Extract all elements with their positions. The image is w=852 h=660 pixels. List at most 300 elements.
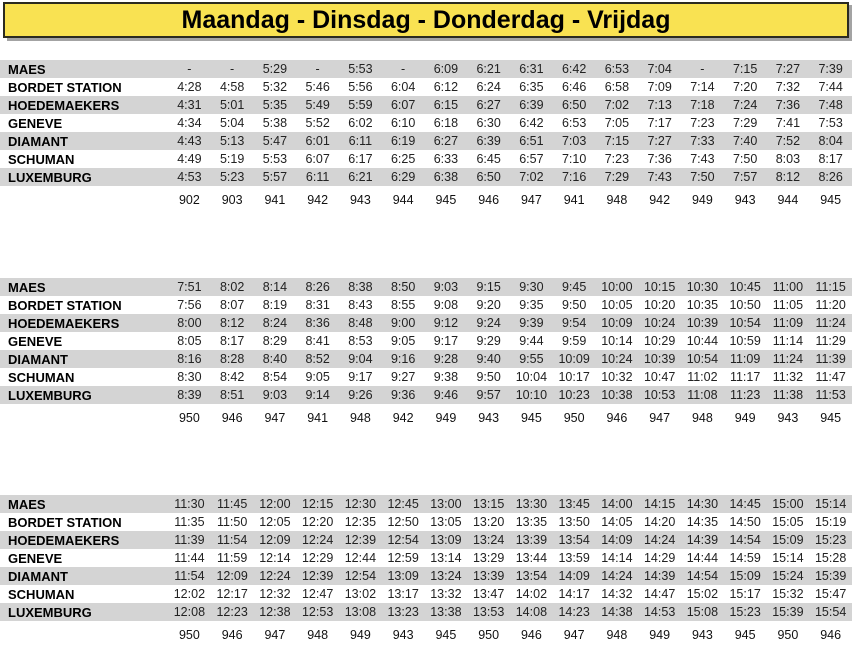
departure-time: 6:02 [348,116,373,130]
departure-time: 6:39 [519,98,544,112]
departure-time: 7:04 [647,62,672,76]
departure-time: 12:35 [344,515,377,529]
departure-time: 15:09 [729,569,761,583]
departure-time: 15:08 [686,605,719,619]
trip-number: 949 [649,628,671,642]
timetable-row [0,60,852,78]
departure-time: 9:17 [433,334,459,348]
departure-time: 6:21 [476,62,501,76]
departure-time: 15:17 [729,587,761,601]
departure-time: 15:32 [772,587,804,601]
trip-number: 947 [264,628,286,642]
departure-time: 12:45 [387,497,419,511]
departure-time: 9:14 [305,388,330,402]
departure-time: 14:05 [601,515,633,529]
departure-time: 8:43 [348,298,373,312]
departure-time: 12:50 [387,515,419,529]
departure-time: 12:47 [301,587,334,601]
departure-time: 11:02 [687,370,718,384]
departure-time: 14:38 [601,605,633,619]
trip-number: 945 [520,411,542,425]
departure-time: 9:16 [390,352,416,366]
departure-time: 8:42 [219,370,245,384]
departure-time: 6:09 [433,62,459,76]
departure-time: 14:23 [558,605,590,619]
departure-time: 6:11 [348,134,373,148]
departure-time: 4:28 [177,80,202,94]
trip-number: 950 [178,628,200,642]
departure-time: 9:39 [519,316,544,330]
station-name: GENEVE [8,333,63,349]
departure-time: 7:36 [775,98,801,112]
departure-time: 9:38 [433,370,459,384]
departure-time: 15:23 [814,533,847,547]
departure-time: 11:59 [216,551,248,565]
departure-time: 11:23 [729,388,761,402]
departure-time: 7:50 [690,170,715,184]
trip-number: 947 [264,411,286,425]
departure-time: 5:13 [219,134,245,148]
departure-time: 6:57 [519,152,544,166]
departure-time: 5:47 [262,134,288,148]
departure-time: 12:32 [259,587,291,601]
departure-time: 14:39 [686,533,719,547]
departure-time: 11:35 [174,515,205,529]
departure-time: 14:54 [729,533,761,547]
departure-time: 6:12 [433,80,459,94]
departure-time: 10:54 [686,352,719,366]
departure-time: 8:36 [305,316,330,330]
trip-number: 947 [520,193,542,207]
departure-time: 12:17 [216,587,248,601]
departure-time: 10:53 [643,388,676,402]
departure-time: 6:25 [390,152,416,166]
timetable-row [0,531,852,549]
departure-time: 9:46 [433,388,459,402]
departure-time: 4:31 [177,98,202,112]
departure-time: 7:51 [177,280,202,294]
departure-time: 9:12 [433,316,459,330]
departure-time: 14:54 [686,569,719,583]
trip-number: 946 [221,628,243,642]
timetable-row [0,368,852,386]
departure-time: 14:53 [643,605,676,619]
station-name: GENEVE [8,550,63,566]
departure-time: 6:27 [476,98,501,112]
departure-time: 14:45 [729,497,761,511]
trip-number: 947 [563,628,585,642]
departure-time: 7:27 [647,134,672,148]
trip-number: 950 [478,628,500,642]
departure-time: 12:39 [344,533,377,547]
timetable-row [0,603,852,621]
trip-number: 946 [820,628,842,642]
departure-time: 9:40 [476,352,501,366]
departure-time: 13:20 [472,515,505,529]
departure-time: 11:00 [772,280,804,294]
departure-time: 7:23 [690,116,715,130]
station-name: BORDET STATION [8,514,122,530]
departure-time: 8:29 [262,334,288,348]
departure-time: 13:17 [387,587,419,601]
trip-number: 950 [563,411,585,425]
departure-time: 7:50 [732,152,758,166]
departure-time: 5:29 [262,62,288,76]
departure-time: 8:16 [177,352,202,366]
timetable-row [0,513,852,531]
departure-time: 10:09 [558,352,590,366]
station-name: BORDET STATION [8,297,122,313]
departure-time: 7:05 [604,116,630,130]
departure-time: 8:40 [262,352,288,366]
departure-time: 9:05 [305,370,330,384]
departure-time: 12:59 [387,551,419,565]
departure-time: 5:57 [262,170,288,184]
departure-time: 6:58 [604,80,630,94]
departure-time: 6:53 [561,116,587,130]
departure-time: 11:38 [772,388,804,402]
departure-time: 15:28 [814,551,847,565]
departure-time: 11:24 [815,316,846,330]
departure-time: - [401,62,406,76]
departure-time: 10:24 [601,352,633,366]
departure-time: 11:39 [174,533,205,547]
departure-time: 8:51 [219,388,245,402]
departure-time: 15:47 [814,587,847,601]
departure-time: 7:33 [690,134,715,148]
departure-time: 12:15 [301,497,334,511]
departure-time: 9:54 [561,316,587,330]
departure-time: 14:35 [686,515,719,529]
departure-time: 15:19 [814,515,847,529]
departure-time: 11:53 [815,388,846,402]
departure-time: 7:02 [519,170,544,184]
departure-time: 10:05 [601,298,633,312]
departure-time: 10:50 [729,298,761,312]
departure-time: 11:30 [174,497,205,511]
departure-time: 7:17 [647,116,672,130]
timetable-row [0,314,852,332]
departure-time: 12:00 [259,497,291,511]
station-name: HOEDEMAEKERS [8,97,120,113]
departure-time: 10:14 [601,334,633,348]
timetable-row [0,78,852,96]
departure-time: 12:53 [301,605,334,619]
departure-time: 8:14 [262,280,288,294]
departure-time: 9:29 [476,334,501,348]
departure-time: 7:18 [690,98,715,112]
departure-time: 6:53 [604,62,630,76]
departure-time: 12:02 [173,587,206,601]
schedule-days-title: Maandag - Dinsdag - Donderdag - Vrijdag [181,5,671,34]
departure-time: 11:29 [815,334,846,348]
departure-time: 12:24 [301,533,334,547]
departure-time: 10:23 [558,388,590,402]
departure-time: 11:54 [174,569,205,583]
departure-time: 8:12 [219,316,245,330]
departure-time: 14:24 [601,569,633,583]
departure-time: 8:26 [305,280,330,294]
departure-time: 12:05 [259,515,291,529]
departure-time: 13:50 [558,515,590,529]
departure-time: 8:31 [305,298,330,312]
departure-time: 9:15 [476,280,501,294]
departure-time: 8:04 [818,134,843,148]
departure-time: 15:05 [772,515,804,529]
departure-time: 5:46 [305,80,330,94]
departure-time: 4:34 [177,116,202,130]
departure-time: 5:59 [348,98,373,112]
departure-time: - [315,62,320,76]
departure-time: 7:44 [818,80,843,94]
trip-number: 946 [606,411,628,425]
departure-time: 12:24 [259,569,291,583]
departure-time: 6:35 [519,80,544,94]
station-name: LUXEMBURG [8,387,92,403]
departure-time: 7:40 [732,134,758,148]
departure-time: 13:59 [558,551,590,565]
departure-time: 4:58 [219,80,245,94]
timetable-row [0,495,852,513]
departure-time: 8:52 [305,352,330,366]
trip-number: 948 [349,411,371,425]
departure-time: 10:44 [686,334,719,348]
departure-time: 7:20 [732,80,758,94]
departure-time: 6:07 [305,152,330,166]
timetable-row [0,114,852,132]
trip-number: 948 [606,193,628,207]
station-name: GENEVE [8,115,63,131]
departure-time: 6:10 [390,116,416,130]
departure-time: 15:02 [686,587,719,601]
timetable-row [0,168,852,186]
departure-time: 6:19 [390,134,416,148]
trip-number-row [0,192,852,208]
departure-time: 8:17 [818,152,843,166]
departure-time: 9:27 [390,370,416,384]
departure-time: 7:13 [647,98,672,112]
departure-time: 10:30 [686,280,719,294]
trip-number: 946 [520,628,542,642]
departure-time: 5:38 [262,116,288,130]
departure-time: 8:28 [219,352,245,366]
departure-time: 13:30 [515,497,548,511]
trip-number: 943 [349,193,371,207]
departure-time: 6:31 [519,62,544,76]
departure-time: 10:45 [729,280,761,294]
departure-time: 14:30 [686,497,719,511]
departure-time: 9:55 [519,352,544,366]
departure-time: 6:39 [476,134,501,148]
departure-time: 10:20 [643,298,676,312]
departure-time: 6:04 [390,80,416,94]
departure-time: 13:44 [515,551,548,565]
departure-time: 8:12 [775,170,801,184]
departure-time: - [700,62,705,76]
departure-time: - [230,62,235,76]
departure-time: 11:09 [729,352,761,366]
departure-time: 15:23 [729,605,761,619]
departure-time: 10:38 [601,388,633,402]
departure-time: 13:47 [472,587,505,601]
departure-time: 12:14 [259,551,291,565]
departure-time: 6:24 [476,80,501,94]
trip-number: 943 [392,628,414,642]
departure-time: 5:19 [219,152,245,166]
departure-time: 12:29 [301,551,334,565]
departure-time: 8:00 [177,316,202,330]
departure-time: 13:15 [472,497,505,511]
departure-time: 15:14 [772,551,804,565]
departure-time: 14:02 [515,587,548,601]
departure-time: 9:44 [519,334,544,348]
departure-time: 13:29 [472,551,505,565]
departure-time: 13:54 [515,569,548,583]
departure-time: 9:24 [476,316,501,330]
departure-time: 5:35 [262,98,288,112]
departure-time: 13:38 [430,605,462,619]
trip-number: 945 [435,628,457,642]
departure-time: - [187,62,192,76]
departure-time: 11:20 [815,298,846,312]
departure-time: 6:42 [519,116,544,130]
departure-time: 10:35 [686,298,719,312]
timetable-row [0,549,852,567]
departure-time: 6:42 [561,62,587,76]
departure-time: 8:48 [348,316,373,330]
departure-time: 14:50 [729,515,761,529]
departure-time: 5:32 [262,80,288,94]
departure-time: 8:54 [262,370,288,384]
trip-number: 946 [478,193,500,207]
departure-time: 7:27 [775,62,801,76]
departure-time: 11:24 [772,352,804,366]
timetable-block-afternoon [0,495,852,643]
departure-time: 11:15 [815,280,846,294]
departure-time: 9:36 [390,388,416,402]
departure-time: 5:01 [219,98,245,112]
trip-number: 944 [777,193,799,207]
departure-time: 12:44 [344,551,377,565]
departure-time: 10:15 [643,280,676,294]
trip-number-row [0,410,852,426]
departure-time: 10:04 [515,370,548,384]
trip-number: 947 [649,411,671,425]
departure-time: 13:53 [472,605,505,619]
departure-time: 12:30 [344,497,377,511]
departure-time: 9:26 [348,388,373,402]
timetable-row [0,585,852,603]
departure-time: 7:57 [732,170,758,184]
departure-time: 15:14 [814,497,847,511]
departure-time: 14:29 [643,551,676,565]
departure-time: 11:45 [216,497,248,511]
departure-time: 15:39 [772,605,804,619]
station-name: LUXEMBURG [8,169,92,185]
departure-time: 7:48 [818,98,843,112]
departure-time: 9:20 [476,298,501,312]
departure-time: 10:32 [601,370,633,384]
departure-time: 13:24 [430,569,462,583]
departure-time: 9:35 [519,298,544,312]
departure-time: 13:45 [558,497,590,511]
departure-time: 9:50 [561,298,587,312]
departure-time: 12:39 [301,569,334,583]
departure-time: 10:24 [643,316,676,330]
departure-time: 13:54 [558,533,590,547]
departure-time: 6:21 [348,170,373,184]
departure-time: 9:17 [348,370,373,384]
departure-time: 11:14 [772,334,804,348]
timetable-row [0,150,852,168]
departure-time: 5:56 [348,80,373,94]
trip-number-row [0,627,852,643]
departure-time: 11:09 [772,316,804,330]
departure-time: 7:41 [775,116,801,130]
departure-time: 8:19 [262,298,288,312]
trip-number: 942 [392,411,414,425]
departure-time: 10:17 [558,370,590,384]
departure-time: 11:54 [216,533,248,547]
departure-time: 7:15 [732,62,758,76]
departure-time: 10:59 [729,334,761,348]
trip-number: 944 [392,193,414,207]
departure-time: 5:04 [219,116,245,130]
trip-number: 948 [606,628,628,642]
departure-time: 10:29 [643,334,676,348]
departure-time: 9:28 [433,352,459,366]
departure-time: 12:09 [259,533,291,547]
departure-time: 8:26 [818,170,843,184]
departure-time: 4:43 [177,134,202,148]
timetable-row [0,96,852,114]
station-name: MAES [8,496,46,512]
departure-time: 9:50 [476,370,501,384]
departure-time: 9:45 [561,280,587,294]
departure-time: 11:39 [815,352,846,366]
station-name: SCHUMAN [8,586,75,602]
departure-time: 13:09 [430,533,462,547]
departure-time: 14:47 [643,587,676,601]
departure-time: 6:07 [390,98,416,112]
departure-time: 6:15 [433,98,459,112]
trip-number: 945 [435,193,457,207]
departure-time: 7:10 [561,152,587,166]
departure-time: 9:57 [476,388,501,402]
departure-time: 5:49 [305,98,330,112]
departure-time: 14:24 [643,533,676,547]
departure-time: 6:50 [561,98,587,112]
departure-time: 11:05 [772,298,804,312]
departure-time: 13:32 [430,587,462,601]
timetable-row [0,278,852,296]
departure-time: 8:24 [262,316,288,330]
departure-time: 10:09 [601,316,633,330]
departure-time: 14:08 [515,605,548,619]
trip-number: 945 [734,628,756,642]
departure-time: 14:14 [601,551,633,565]
departure-time: 10:39 [643,352,676,366]
departure-time: 13:24 [472,533,505,547]
departure-time: 4:49 [177,152,202,166]
departure-time: 5:23 [219,170,245,184]
timetable-row [0,132,852,150]
departure-time: 7:09 [647,80,672,94]
departure-time: 12:09 [216,569,248,583]
station-name: BORDET STATION [8,79,122,95]
departure-time: 7:56 [177,298,202,312]
trip-number: 950 [777,628,799,642]
